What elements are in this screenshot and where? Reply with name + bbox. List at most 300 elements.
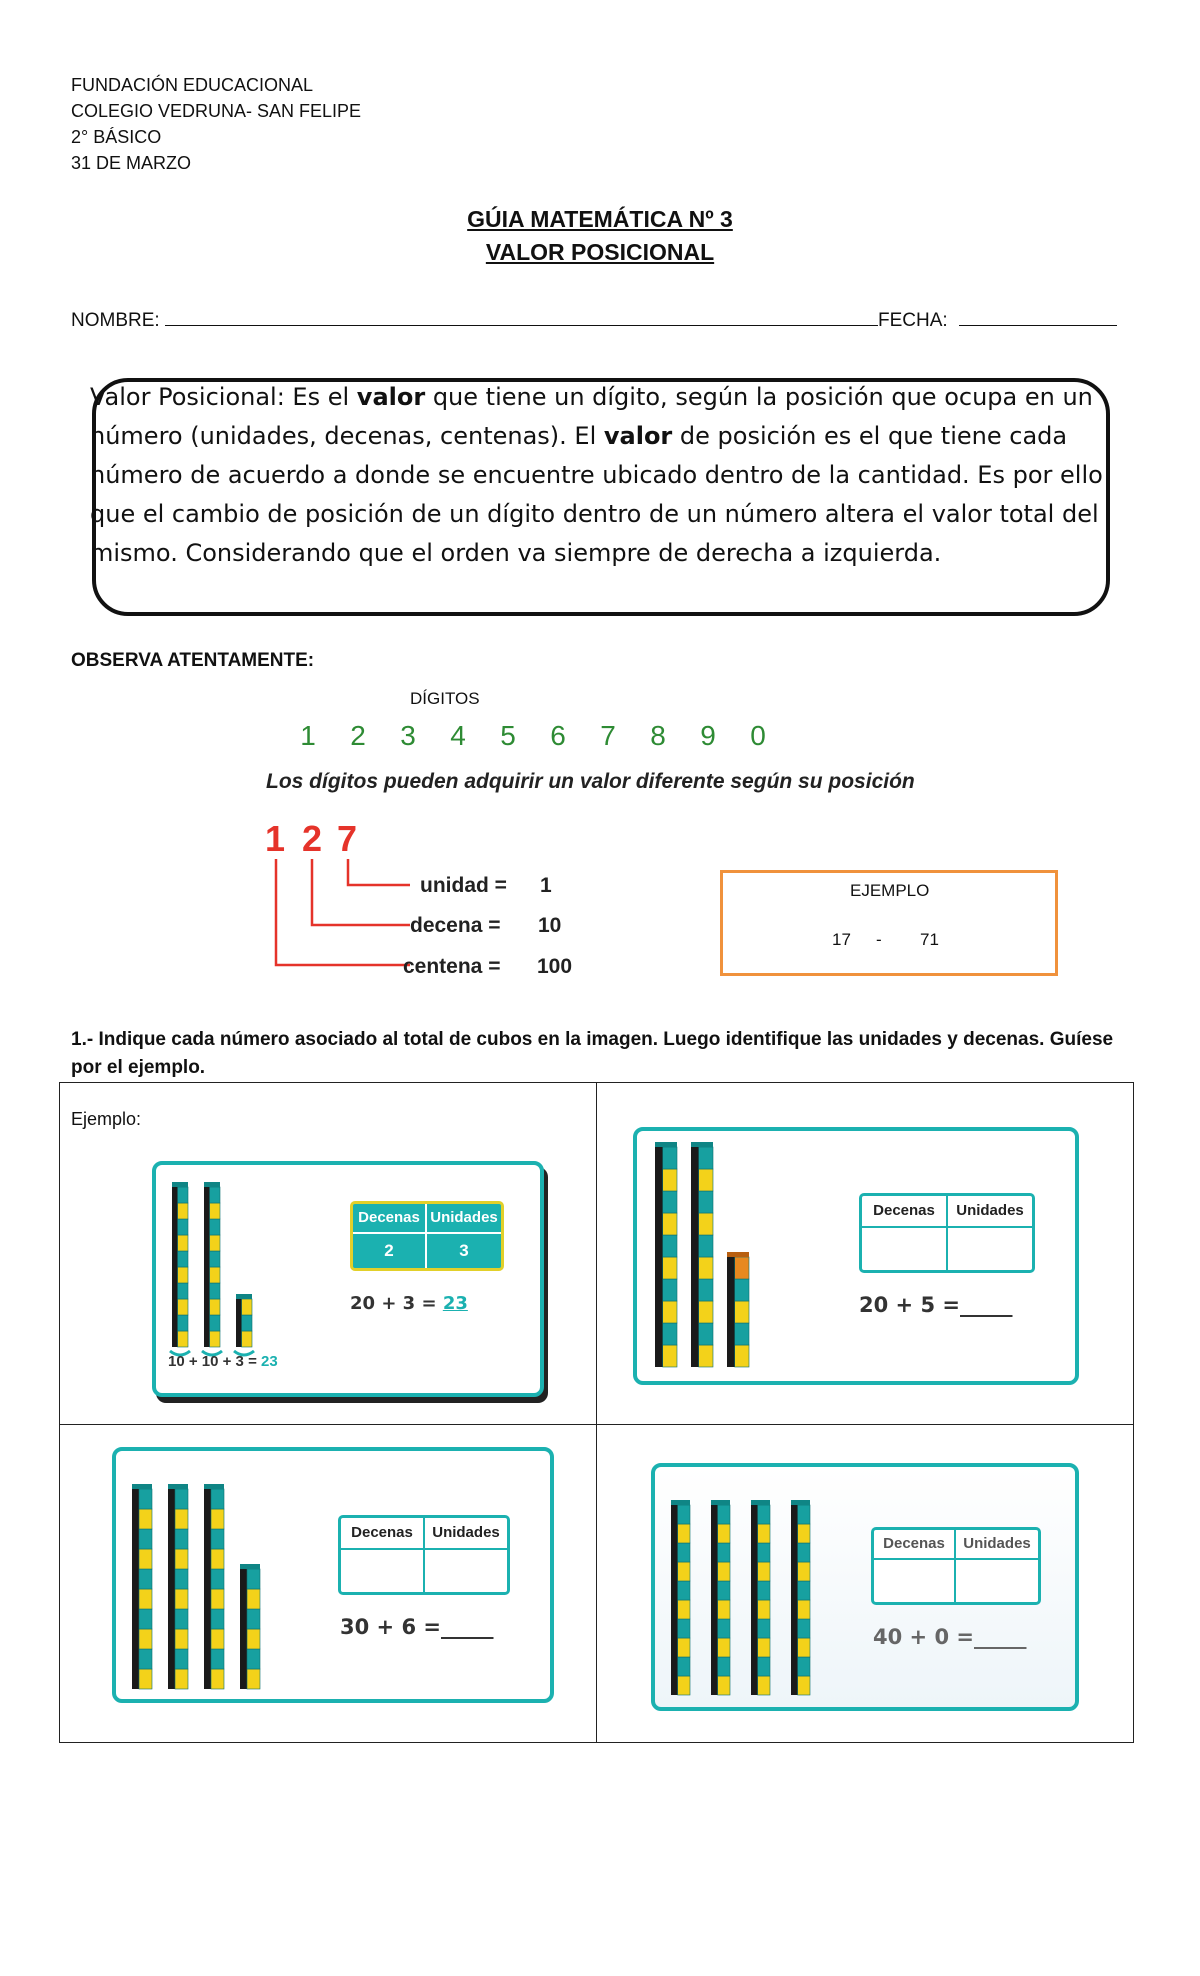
cube-face [735, 1279, 749, 1301]
cube-side [204, 1331, 210, 1347]
cube-face [678, 1524, 690, 1543]
cube-face [210, 1187, 220, 1203]
cube-side [671, 1676, 678, 1695]
exercise-2-card [633, 1127, 1079, 1385]
cube-side [791, 1638, 798, 1657]
cube-face [210, 1219, 220, 1235]
cube-side [671, 1619, 678, 1638]
cube-face [718, 1600, 730, 1619]
cube-face [211, 1589, 224, 1609]
cube-face [175, 1569, 188, 1589]
digit: 7 [600, 720, 616, 751]
cube-face [139, 1609, 152, 1629]
cube-side [655, 1301, 663, 1323]
date-label: FECHA: [877, 310, 948, 331]
cube-side [751, 1619, 758, 1638]
cube-face [798, 1676, 810, 1695]
exercise-2-equation[interactable]: 20 + 5 =_____ [859, 1293, 1013, 1317]
cube-side [751, 1638, 758, 1657]
cube-side [172, 1299, 178, 1315]
page-subtitle: VALOR POSICIONAL [485, 239, 715, 265]
cube-side [655, 1345, 663, 1367]
cube-side [132, 1629, 139, 1649]
cube-face [211, 1669, 224, 1689]
cube-top [168, 1484, 188, 1489]
cube-side [204, 1267, 210, 1283]
cube-side [691, 1235, 699, 1257]
cube-side [671, 1600, 678, 1619]
cube-face [175, 1669, 188, 1689]
col-decenas: Decenas [353, 1204, 427, 1234]
cube-face [758, 1638, 770, 1657]
cube-side [204, 1629, 211, 1649]
cube-top [655, 1142, 677, 1147]
cube-face [798, 1657, 810, 1676]
name-row [71, 307, 1117, 332]
cube-tower [691, 1142, 713, 1367]
cube-side [132, 1489, 139, 1509]
cube-side [236, 1299, 242, 1315]
definition-bold-1: valor [356, 383, 426, 411]
cube-face [210, 1251, 220, 1267]
cube-top [204, 1182, 220, 1187]
table-divider [423, 1548, 425, 1592]
cube-side [172, 1203, 178, 1219]
cube-face [718, 1638, 730, 1657]
cube-face [210, 1299, 220, 1315]
cube-side [168, 1489, 175, 1509]
definition-text [90, 378, 1110, 573]
cube-top [711, 1500, 730, 1505]
cube-face [718, 1524, 730, 1543]
cube-side [791, 1581, 798, 1600]
cube-face [678, 1676, 690, 1695]
cube-side [168, 1529, 175, 1549]
cube-side [655, 1279, 663, 1301]
cube-face [735, 1301, 749, 1323]
cube-side [791, 1600, 798, 1619]
cube-face [798, 1600, 810, 1619]
cube-face [247, 1589, 260, 1609]
digit: 5 [500, 720, 516, 751]
cube-face [663, 1191, 677, 1213]
cube-face [718, 1581, 730, 1600]
cube-side [751, 1657, 758, 1676]
school-line-2: COLEGIO VEDRUNA- SAN FELIPE [71, 101, 362, 121]
cube-face [139, 1509, 152, 1529]
cube-face [798, 1543, 810, 1562]
cube-face [210, 1283, 220, 1299]
cube-side [655, 1147, 663, 1169]
cube-side [671, 1562, 678, 1581]
page-title: GÚIA MATEMÁTICA Nº 3 [467, 206, 733, 232]
cube-side [655, 1191, 663, 1213]
cube-tower [727, 1252, 749, 1367]
cube-side [691, 1345, 699, 1367]
date: 31 DE MARZO [71, 153, 192, 173]
cube-face [758, 1505, 770, 1524]
cube-face [663, 1323, 677, 1345]
cube-face [678, 1562, 690, 1581]
cube-side [791, 1505, 798, 1524]
cube-side [691, 1191, 699, 1213]
cube-face [663, 1279, 677, 1301]
grade: 2° BÁSICO [71, 127, 162, 147]
cube-side [204, 1283, 210, 1299]
cube-face [175, 1649, 188, 1669]
cube-side [711, 1676, 718, 1695]
place-label-hundred: centena = [403, 955, 501, 978]
cube-face [210, 1331, 220, 1347]
cube-face [210, 1315, 220, 1331]
cube-face [798, 1638, 810, 1657]
cube-face [211, 1489, 224, 1509]
cube-face [175, 1549, 188, 1569]
cube-face [175, 1489, 188, 1509]
cube-side [172, 1315, 178, 1331]
cube-top [691, 1142, 713, 1147]
cube-side [727, 1279, 735, 1301]
digit: 0 [750, 720, 766, 751]
place-label-ten: decena = [410, 914, 501, 937]
cube-face [699, 1257, 713, 1279]
cube-side [751, 1543, 758, 1562]
cube-side [204, 1299, 210, 1315]
digit: 6 [550, 720, 566, 751]
digits-row [283, 720, 783, 752]
cube-tower [204, 1182, 220, 1347]
cube-side [168, 1509, 175, 1529]
cube-side [751, 1562, 758, 1581]
exercise-3-equation[interactable]: 30 + 6 =_____ [340, 1615, 494, 1639]
cube-side [236, 1331, 242, 1347]
cube-face [139, 1629, 152, 1649]
cube-side [132, 1569, 139, 1589]
cube-face [242, 1331, 252, 1347]
cube-side [204, 1509, 211, 1529]
example-sum [168, 1353, 278, 1370]
exercise-2-place-table [859, 1193, 1035, 1273]
cube-side [671, 1581, 678, 1600]
exercise-4-blocks [667, 1477, 837, 1699]
cube-face [178, 1187, 188, 1203]
col-decenas: Decenas [874, 1530, 956, 1560]
cube-side [791, 1676, 798, 1695]
cube-face [242, 1315, 252, 1331]
cube-face [798, 1619, 810, 1638]
cube-side [791, 1524, 798, 1543]
cube-face [663, 1235, 677, 1257]
cube-side [204, 1489, 211, 1509]
cube-face [718, 1505, 730, 1524]
cell-exercise-2 [597, 1083, 1134, 1425]
cube-side [132, 1589, 139, 1609]
name-label: NOMBRE: [71, 310, 160, 331]
cube-side [204, 1669, 211, 1689]
cube-side [691, 1213, 699, 1235]
cube-side [132, 1649, 139, 1669]
cube-tower [671, 1500, 690, 1695]
cube-face [175, 1529, 188, 1549]
cube-face [210, 1203, 220, 1219]
example-separator: - [876, 930, 882, 949]
cube-face [663, 1213, 677, 1235]
cube-face [718, 1676, 730, 1695]
col-unidades: Unidades [948, 1196, 1032, 1228]
cube-face [247, 1669, 260, 1689]
exercise-2-blocks [651, 1141, 771, 1371]
digit: 3 [400, 720, 416, 751]
cube-face [178, 1235, 188, 1251]
example-place-table [350, 1201, 504, 1271]
cube-side [655, 1235, 663, 1257]
cube-face [699, 1147, 713, 1169]
cube-side [691, 1257, 699, 1279]
cube-side [711, 1600, 718, 1619]
cube-face [758, 1524, 770, 1543]
cube-face [211, 1629, 224, 1649]
cube-top [172, 1182, 188, 1187]
cube-side [655, 1257, 663, 1279]
cube-face [247, 1609, 260, 1629]
cube-side [711, 1581, 718, 1600]
cube-side [751, 1505, 758, 1524]
cube-side [711, 1562, 718, 1581]
place-value-unit: 1 [540, 874, 552, 897]
definition-part-3: de posición es el que tiene cada número de acuerdo a donde se encuentre ubicado dentro de la cantidad. Es por ello que el cambio de posición de un dígito dentro de un número altera el valor total del mismo. Considerando que el orden va siempre de derecha a izquierda. [90, 422, 1103, 567]
example-unidades-value: 3 [459, 1241, 469, 1260]
table-divider [954, 1558, 956, 1602]
cube-face [175, 1609, 188, 1629]
cube-top [671, 1500, 690, 1505]
cube-side [711, 1543, 718, 1562]
cube-side [132, 1669, 139, 1689]
cube-side [691, 1323, 699, 1345]
cube-face [178, 1267, 188, 1283]
definition-part-1: Valor Posicional: Es el [90, 383, 357, 411]
cube-side [204, 1187, 210, 1203]
example-eq-answer: 23 [442, 1293, 468, 1314]
exercise-4-place-table [871, 1527, 1041, 1605]
cube-face [699, 1191, 713, 1213]
cube-side [791, 1657, 798, 1676]
cube-side [711, 1657, 718, 1676]
cube-tower [236, 1294, 252, 1347]
cube-side [727, 1323, 735, 1345]
cube-face [663, 1345, 677, 1367]
cube-face [210, 1235, 220, 1251]
cube-face [699, 1279, 713, 1301]
cube-face [699, 1301, 713, 1323]
cube-face [699, 1169, 713, 1191]
cell-exercise-3 [60, 1425, 597, 1743]
cube-side [172, 1267, 178, 1283]
cube-side [172, 1187, 178, 1203]
cube-face [678, 1638, 690, 1657]
cube-face [178, 1203, 188, 1219]
cube-face [718, 1657, 730, 1676]
col-unidades: Unidades [425, 1518, 507, 1550]
definition-part-2: que tiene un dígito, según la posición que ocupa en un número (unidades, decenas, centenas). El [90, 383, 1093, 450]
table-divider [946, 1226, 948, 1270]
cube-side [791, 1543, 798, 1562]
cube-side [168, 1649, 175, 1669]
cube-side [691, 1301, 699, 1323]
cube-face [758, 1581, 770, 1600]
cube-side [691, 1279, 699, 1301]
cube-side [168, 1669, 175, 1689]
cube-face [178, 1315, 188, 1331]
place-value-hundred: 100 [537, 955, 573, 978]
cell-example [60, 1083, 597, 1425]
cube-side [671, 1638, 678, 1657]
place-value-ten: 10 [538, 914, 562, 937]
col-decenas: Decenas [862, 1196, 948, 1228]
cube-face [210, 1267, 220, 1283]
cube-side [168, 1629, 175, 1649]
cube-face [211, 1529, 224, 1549]
example-equation [350, 1293, 468, 1314]
cube-side [240, 1629, 247, 1649]
cube-face [678, 1581, 690, 1600]
cube-side [751, 1524, 758, 1543]
cube-face [139, 1649, 152, 1669]
example-label: EJEMPLO [850, 881, 930, 900]
cube-face [139, 1589, 152, 1609]
cube-side [204, 1569, 211, 1589]
cube-side [132, 1549, 139, 1569]
example-sum-text: 10 + 10 + 3 = [168, 1353, 261, 1370]
cube-face [663, 1169, 677, 1191]
exercise-instruction: 1.- Indique cada número asociado al total de cubos en la imagen. Luego identifique las unidades y decenas. Guíese por el ejemplo. [71, 1029, 1114, 1078]
cube-side [204, 1649, 211, 1669]
cube-side [691, 1169, 699, 1191]
col-decenas: Decenas [341, 1518, 425, 1550]
number-digit-tens: 2 [302, 818, 323, 859]
observe-heading: OBSERVA ATENTAMENTE: [71, 650, 315, 671]
cube-top [240, 1564, 260, 1569]
cube-face [247, 1649, 260, 1669]
cube-side [204, 1219, 210, 1235]
cube-side [711, 1524, 718, 1543]
cube-face [718, 1543, 730, 1562]
cube-face [247, 1569, 260, 1589]
cube-top [727, 1252, 749, 1257]
exercise-3-card [112, 1447, 554, 1703]
cube-face [139, 1549, 152, 1569]
cube-face [718, 1562, 730, 1581]
cube-side [132, 1609, 139, 1629]
cube-side [236, 1315, 242, 1331]
cube-face [718, 1619, 730, 1638]
col-unidades: Unidades [427, 1204, 501, 1234]
cube-face [175, 1589, 188, 1609]
exercise-3-place-table [338, 1515, 510, 1595]
cube-face [139, 1569, 152, 1589]
cube-side [791, 1562, 798, 1581]
cube-face [178, 1283, 188, 1299]
cube-face [758, 1619, 770, 1638]
cube-side [204, 1609, 211, 1629]
cube-face [175, 1509, 188, 1529]
cube-face [242, 1299, 252, 1315]
cube-face [758, 1600, 770, 1619]
cube-side [204, 1589, 211, 1609]
cube-side [172, 1331, 178, 1347]
cube-side [727, 1257, 735, 1279]
cube-face [678, 1600, 690, 1619]
cube-tower [240, 1564, 260, 1689]
cube-side [655, 1169, 663, 1191]
exercise-grid [59, 1082, 1134, 1743]
cube-face [758, 1676, 770, 1695]
date-field[interactable] [959, 307, 1117, 326]
cube-face [735, 1323, 749, 1345]
example-decenas-value: 2 [353, 1234, 427, 1268]
cube-face [758, 1657, 770, 1676]
cube-top [751, 1500, 770, 1505]
col-unidades: Unidades [956, 1530, 1038, 1560]
cube-face [663, 1257, 677, 1279]
cube-face [211, 1549, 224, 1569]
cube-side [751, 1581, 758, 1600]
cube-tower [751, 1500, 770, 1695]
cube-side [691, 1147, 699, 1169]
cube-tower [791, 1500, 810, 1695]
digit: 1 [300, 720, 316, 751]
cube-face [758, 1543, 770, 1562]
cube-face [178, 1331, 188, 1347]
cube-side [727, 1345, 735, 1367]
cube-side [132, 1509, 139, 1529]
cube-face [663, 1147, 677, 1169]
digits-phrase: Los dígitos pueden adquirir un valor diferente según su posición [266, 770, 915, 793]
cube-side [751, 1676, 758, 1695]
cube-face [735, 1345, 749, 1367]
cube-side [655, 1213, 663, 1235]
cube-side [240, 1569, 247, 1589]
cube-side [172, 1283, 178, 1299]
cube-side [204, 1203, 210, 1219]
example-eq-text: 20 + 3 = [350, 1293, 443, 1314]
cube-side [711, 1619, 718, 1638]
cube-top [236, 1294, 252, 1299]
exercise-4-equation[interactable]: 40 + 0 =_____ [873, 1625, 1027, 1649]
cube-side [204, 1549, 211, 1569]
cube-side [655, 1323, 663, 1345]
name-field[interactable] [165, 307, 878, 326]
cube-face [798, 1581, 810, 1600]
cube-face [678, 1619, 690, 1638]
digit: 8 [650, 720, 666, 751]
cube-side [172, 1251, 178, 1267]
cube-face [678, 1657, 690, 1676]
cube-side [168, 1589, 175, 1609]
cube-face [678, 1505, 690, 1524]
cube-side [240, 1609, 247, 1629]
example-sum-answer: 23 [261, 1353, 278, 1370]
cube-side [240, 1649, 247, 1669]
example-number-b: 71 [920, 930, 939, 949]
cube-side [132, 1529, 139, 1549]
cube-face [699, 1345, 713, 1367]
cube-face [175, 1629, 188, 1649]
cube-tower [168, 1484, 188, 1689]
cube-face [735, 1257, 749, 1279]
number-digit-units: 7 [337, 818, 358, 859]
cube-side [711, 1505, 718, 1524]
cube-side [671, 1543, 678, 1562]
